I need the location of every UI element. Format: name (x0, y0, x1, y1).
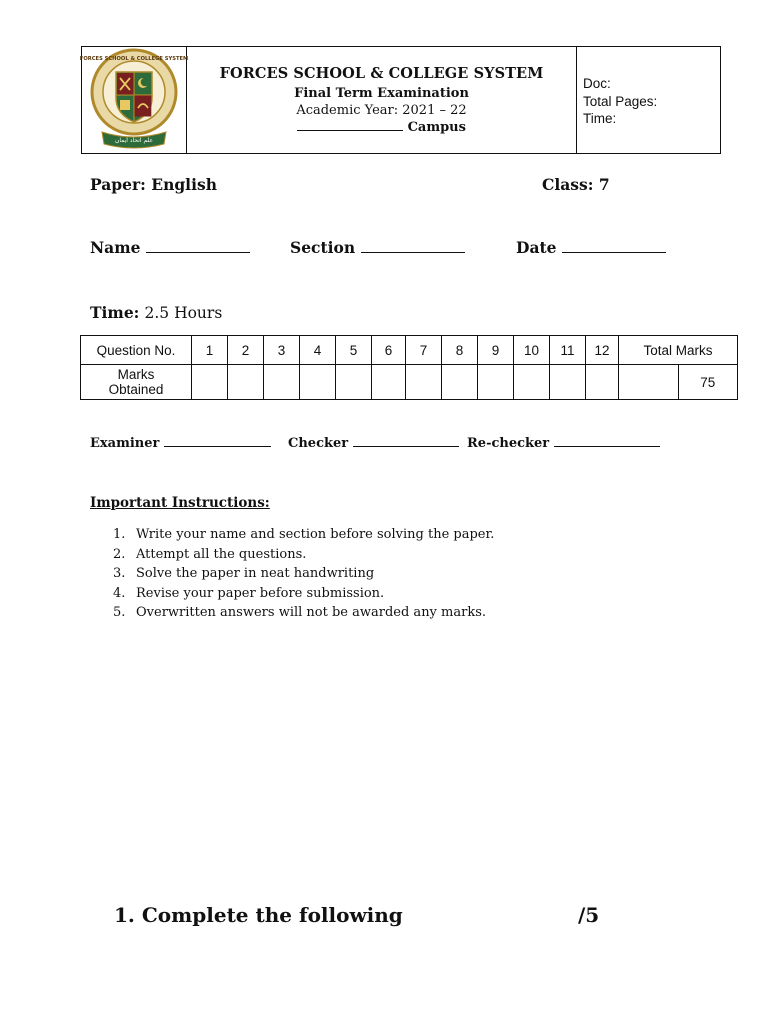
section-blank-line (361, 252, 465, 253)
question-1-marks: /5 (578, 903, 600, 927)
campus-blank-line (297, 130, 403, 131)
total-marks-value: 75 (678, 365, 738, 400)
marks-input-cell[interactable] (336, 365, 372, 400)
academic-year: Academic Year: 2021 – 22 (296, 103, 467, 118)
instruction-item: 1. Write your name and section before solving the paper. (113, 527, 495, 542)
question-cell: 4 (300, 336, 336, 365)
question-cell: 2 (228, 336, 264, 365)
question-number-row (81, 336, 738, 365)
marks-input-cell[interactable] (550, 365, 586, 400)
rechecker-field (467, 436, 660, 451)
question-no-header: Question No. (81, 336, 192, 365)
instruction-item: 5. Overwritten answers will not be awarded any marks. (113, 605, 487, 621)
question-cell: 5 (336, 336, 372, 365)
date-blank-line (562, 252, 666, 253)
time-field (90, 303, 222, 322)
rechecker-blank-line (554, 446, 660, 447)
marks-obtained-header (81, 365, 192, 400)
question-cell: 6 (372, 336, 406, 365)
total-marks-header: Total Marks (619, 336, 738, 365)
question-cell: 8 (442, 336, 478, 365)
marks-input-cell[interactable] (372, 365, 406, 400)
question-cell: 1 (192, 336, 228, 365)
paper-subject: Paper: English (90, 175, 217, 194)
svg-text:علم اتحاد ایمان: علم اتحاد ایمان (114, 137, 154, 144)
marks-input-cell[interactable] (264, 365, 300, 400)
marks-input-cell[interactable] (406, 365, 442, 400)
instructions-list (113, 525, 494, 623)
instruction-text: Solve the paper in neat handwriting (136, 566, 375, 582)
time-value: 2.5 Hours (144, 304, 223, 322)
marks-input-cell[interactable] (442, 365, 478, 400)
instruction-text: Revise your paper before submission. (136, 585, 385, 601)
instruction-item: 4. Revise your paper before submission. (113, 585, 385, 601)
exam-header-box (81, 46, 721, 154)
question-cell: 9 (478, 336, 514, 365)
svg-text:FORCES SCHOOL & COLLEGE SYSTEM: FORCES SCHOOL & COLLEGE SYSTEM (79, 56, 189, 62)
marks-input-cell[interactable] (300, 365, 336, 400)
question-cell: 12 (586, 336, 619, 365)
question-cell: 11 (550, 336, 586, 365)
marks-obtained-line1: Marks (117, 367, 155, 382)
marks-input-cell[interactable] (228, 365, 264, 400)
date-field (516, 238, 666, 257)
header-title-cell (187, 47, 576, 153)
marks-input-cell[interactable] (478, 365, 514, 400)
examiner-field (90, 436, 271, 451)
time-label: Time: (583, 111, 617, 126)
name-blank-line (146, 252, 250, 253)
question-cell: 10 (514, 336, 550, 365)
question-cell: 3 (264, 336, 300, 365)
instruction-item: 2. Attempt all the questions. (113, 546, 307, 562)
instruction-item: 3. Solve the paper in neat handwriting (113, 566, 375, 582)
marks-table (80, 335, 738, 400)
school-crest-logo (79, 48, 189, 152)
marks-input-cell[interactable] (192, 365, 228, 400)
date-label: Date (516, 238, 557, 257)
time-label-main: Time: (90, 303, 140, 322)
instruction-text: Attempt all the questions. (136, 546, 307, 562)
checker-blank-line (353, 446, 459, 447)
header-doc-cell (576, 47, 720, 153)
examiner-label: Examiner (90, 436, 160, 451)
instruction-text: Write your name and section before solving the paper. (136, 527, 495, 542)
question-cell: 7 (406, 336, 442, 365)
checker-label: Checker (288, 436, 349, 451)
exam-name: Final Term Examination (294, 86, 469, 101)
marks-obtained-line2: Obtained (108, 382, 164, 397)
examiner-blank-line (164, 446, 271, 447)
marks-input-cell[interactable] (586, 365, 619, 400)
instruction-text: Overwritten answers will not be awarded any marks. (136, 605, 487, 621)
total-obtained-cell[interactable] (619, 365, 679, 400)
rechecker-label: Re-checker (467, 436, 550, 451)
section-field (290, 238, 465, 257)
section-label: Section (290, 238, 356, 257)
doc-label: Doc: (583, 76, 611, 91)
marks-obtained-row (81, 365, 738, 400)
class-label: Class: 7 (542, 175, 610, 194)
checker-field (288, 436, 459, 451)
campus-field (187, 120, 576, 135)
total-pages-label: Total Pages: (583, 93, 658, 109)
instructions-title: Important Instructions: (90, 495, 270, 511)
campus-label: Campus (407, 120, 466, 135)
name-label: Name (90, 238, 141, 257)
marks-input-cell[interactable] (514, 365, 550, 400)
logo-cell (79, 47, 189, 153)
name-field (90, 238, 250, 257)
question-1-title: 1. Complete the following (114, 903, 403, 927)
school-name: FORCES SCHOOL & COLLEGE SYSTEM (219, 65, 544, 82)
